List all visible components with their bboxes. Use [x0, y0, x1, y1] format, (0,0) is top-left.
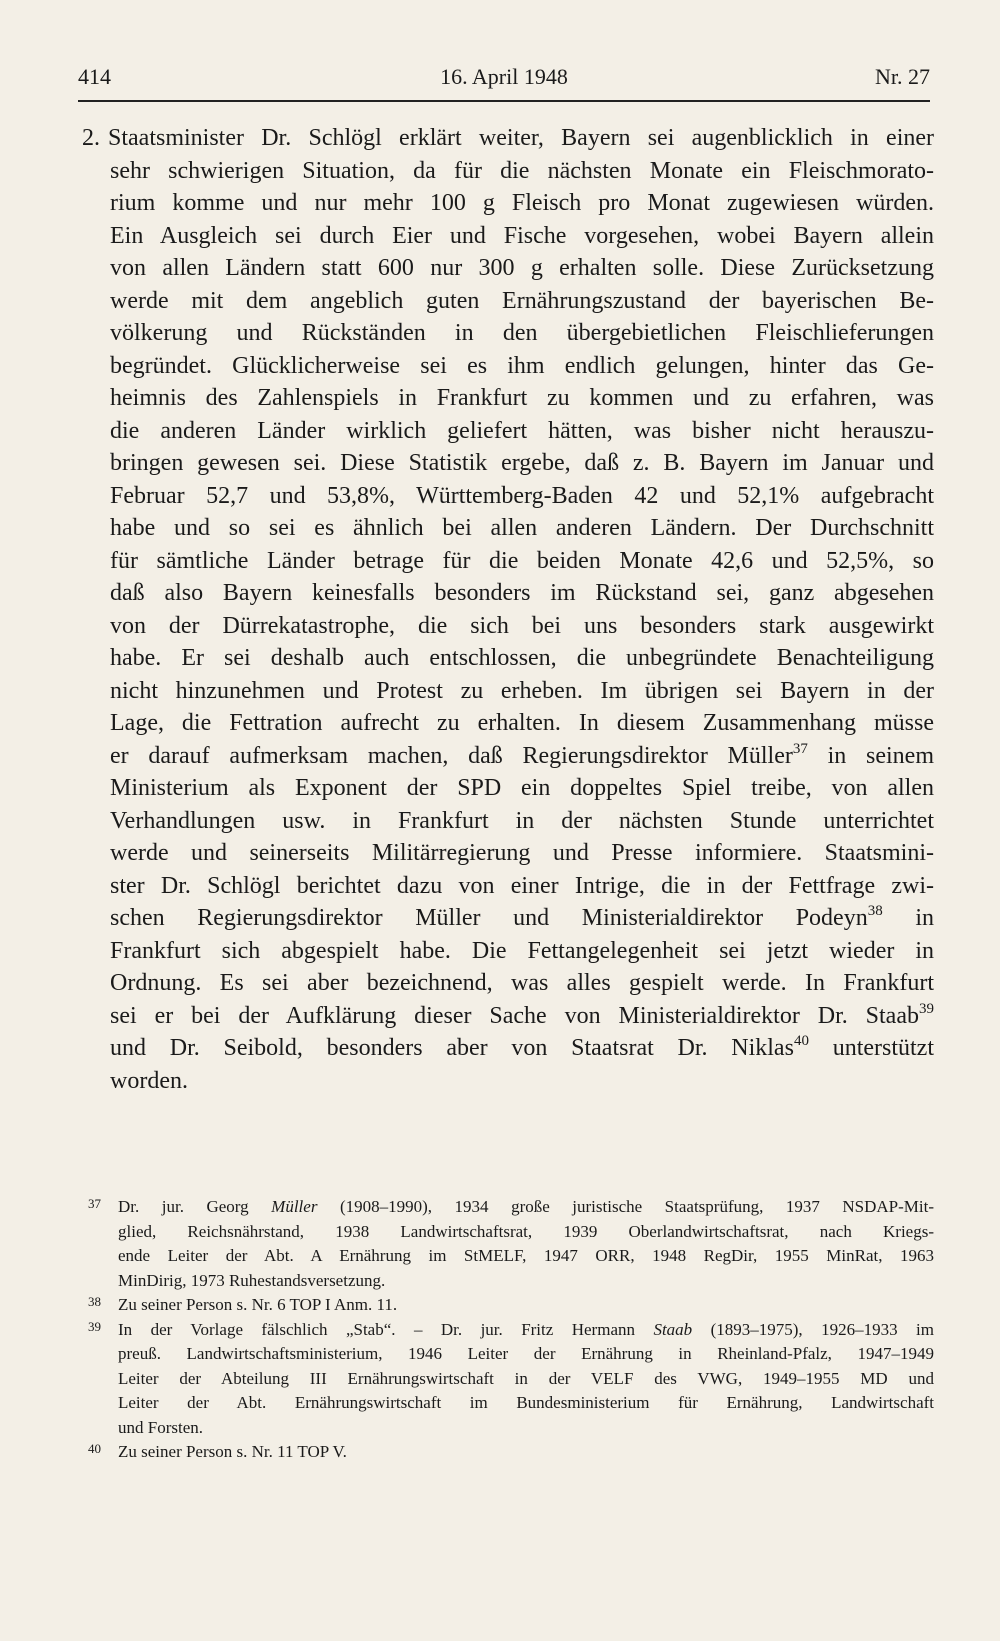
- text-line: heimnis des Zahlenspiels in Frankfurt zu kommen und zu erfahren, was: [110, 385, 934, 411]
- text-line: Ordnung. Es sei aber bezeichnend, was alles gespielt werde. In Frankfurt: [110, 970, 934, 996]
- text-line: Verhandlungen usw. in Frankfurt in der nächsten Stunde unterrichtet: [110, 807, 934, 834]
- footnotes: [88, 1195, 934, 1465]
- page-header: [78, 58, 930, 102]
- footnote-number: 39: [88, 1318, 101, 1334]
- text-line: die anderen Länder wirklich geliefert hätten, was bisher nicht herauszu-: [110, 417, 934, 444]
- text-line: Februar 52,7 und 53,8%, Württemberg-Baden 42 und 52,1% aufgebracht: [110, 482, 934, 509]
- text-line: schen Regierungsdirektor Müller und Ministerialdirektor Podeyn$^{38}$ in: [110, 903, 935, 931]
- text-line: werde mit dem angeblich guten Ernährungszustand der bayerischen Be-: [110, 287, 934, 314]
- text-line: bringen gewesen sei. Diese Statistik ergebe, daß z. B. Bayern im Januar und: [110, 450, 934, 476]
- footnote-number: 38: [88, 1294, 101, 1309]
- item-number: 2.: [82, 125, 100, 151]
- text-line: Lage, die Fettration aufrecht zu erhalten. In diesem Zusammenhang müsse: [110, 710, 934, 736]
- footnote-38: 38 Zu seiner Person s. Nr. 6 TOP I Anm. 11.: [88, 1293, 934, 1318]
- text-line: worden.: [110, 1067, 188, 1094]
- footnote-40: 40 Zu seiner Person s. Nr. 11 TOP V.: [88, 1440, 934, 1465]
- text-line: sei er bei der Aufklärung dieser Sache von Ministerialdirektor Dr. Staab$^{39}$: [110, 1000, 934, 1029]
- footnote-ref-37[interactable]: 37: [792, 740, 808, 757]
- text-line: nicht hinzunehmen und Protest zu erheben. Im übrigen sei Bayern in der: [110, 677, 934, 704]
- footnote-ref-39[interactable]: 39: [919, 1000, 934, 1017]
- person-name: Müller: [271, 1197, 318, 1216]
- footnote-37: 37 Dr. jur. Georg Müller (1908–1990), 1934 große juristische Staatsprüfung, 1937 NSDAP-Mit- glied, Reichsnährstand, 1938 Landwirtschaftsrat, 1939 Oberlandwirtschaftsrat, nach Kriegs- ende Leiter der Abt. A Ernährung im StMELF, 1947 ORR, 1948 RegDir, 1955 MinRat, 1963 MinDirig, 1973 Ruhestandsversetzung.: [88, 1195, 934, 1293]
- text-line: von allen Ländern statt 600 nur 300 g erhalten solle. Diese Zurücksetzung: [110, 255, 934, 281]
- footnote-ref-38[interactable]: 38: [867, 903, 883, 919]
- issue-number: Nr. 27: [875, 64, 930, 89]
- text-line: ster Dr. Schlögl berichtet dazu von einer Intrige, die in der Fettfrage zwi-: [110, 872, 934, 899]
- text-line: er darauf aufmerksam machen, daß Regierungsdirektor Müller$^{37}$ in seinem: [110, 740, 934, 769]
- text-line: völkerung und Rückständen in den übergebietlichen Fleischlieferungen: [110, 320, 934, 346]
- person-name: Staab: [653, 1319, 693, 1339]
- footnote-ref-40[interactable]: 40: [793, 1033, 809, 1049]
- text-line: habe und so sei es ähnlich bei allen anderen Ländern. Der Durchschnitt: [110, 515, 934, 541]
- text-line: begründet. Glücklicherweise sei es ihm endlich gelungen, hinter das Ge-: [110, 352, 934, 379]
- text-line: sehr schwierigen Situation, da für die nächsten Monate ein Fleischmorato-: [110, 157, 934, 184]
- text-line: für sämtliche Länder betrage für die beiden Monate 42,6 und 52,5%, so: [110, 547, 934, 574]
- page-number: 414: [78, 64, 111, 89]
- footnote-number: 40: [88, 1441, 101, 1456]
- text-line: werde und seinerseits Militärregierung und Presse informiere. Staatsmini-: [110, 840, 934, 866]
- text-line: Ministerium als Exponent der SPD ein doppeltes Spiel treibe, von allen: [110, 775, 934, 801]
- main-text: [82, 122, 934, 1097]
- text-line: 2. Staatsminister Dr. Schlögl erklärt weiter, Bayern sei augenblicklich in einer: [82, 122, 934, 155]
- text-line: Ein Ausgleich sei durch Eier und Fische vorgesehen, wobei Bayern allein: [110, 222, 934, 249]
- text-line: Frankfurt sich abgespielt habe. Die Fettangelegenheit sei jetzt wieder in: [110, 937, 934, 964]
- text-line: daß also Bayern keinesfalls besonders im Rückstand sei, ganz abgesehen: [110, 580, 934, 606]
- text-line: von der Dürrekatastrophe, die sich bei uns besonders stark ausgewirkt: [110, 612, 934, 639]
- header-date: 16. April 1948: [440, 64, 568, 89]
- text-line: habe. Er sei deshalb auch entschlossen, die unbegründete Benachteiligung: [110, 645, 934, 671]
- text-line: rium komme und nur mehr 100 g Fleisch pro Monat zugewiesen würden.: [110, 190, 934, 216]
- footnote-39: 39 In der Vorlage fälschlich „Stab“. – Dr. jur. Fritz Hermann Staab (1893–1975), 1926–1933 im preuß. Landwirtschaftsministerium, 1946 Leiter der Ernährung in Rheinland-Pfalz, 1947–1949 Leiter der Abteilung III Ernährungswirtschaft in der VELF des VWG, 1949–1955 MD und Leiter der Abt. Ernährungswirtschaft im Bundesministerium für Ernährung, Landwirtschaft und Forsten.: [88, 1318, 934, 1441]
- footnote-number: 37: [88, 1196, 101, 1211]
- text-line: und Dr. Seibold, besonders aber von Staatsrat Dr. Niklas$^{40}$ unterstützt: [110, 1033, 934, 1061]
